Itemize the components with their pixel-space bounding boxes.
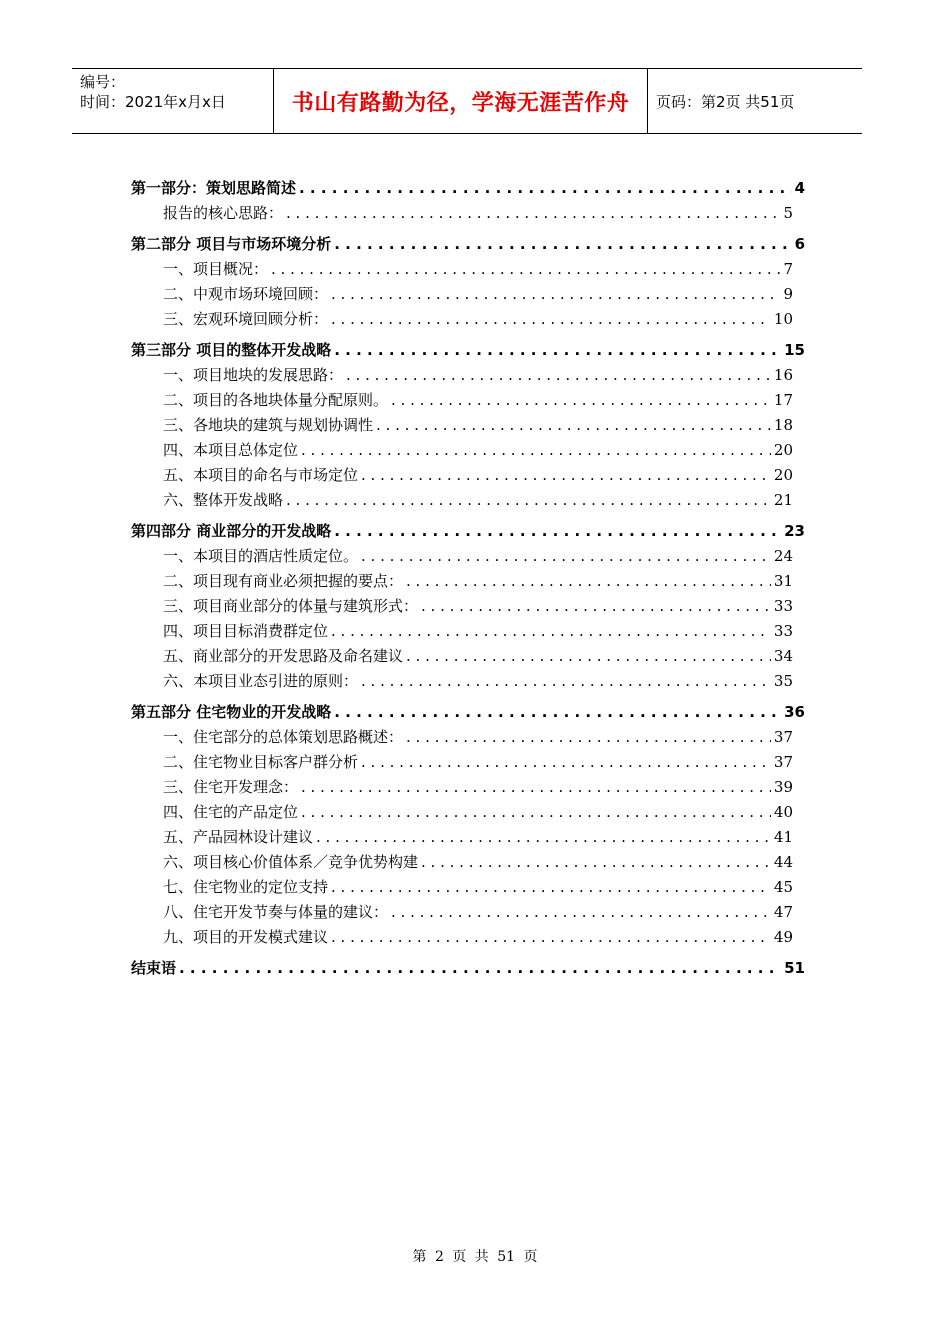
- toc-entry-title: 二、中观市场环境回顾：: [163, 285, 329, 303]
- toc-leader-dots: [361, 544, 771, 569]
- toc-entry-page: 17: [773, 391, 793, 409]
- toc-subsection-entry[interactable]: [131, 201, 793, 226]
- toc-entry-title: 五、本项目的命名与市场定位: [163, 466, 359, 484]
- document-time-label: 时间：2021年x月x日: [80, 93, 226, 111]
- toc-leader-dots: [331, 282, 780, 307]
- toc-subsection-entry[interactable]: [131, 463, 793, 488]
- toc-subsection-entry[interactable]: [131, 438, 793, 463]
- toc-entry-page: 9: [783, 285, 793, 303]
- toc-entry-page: 6: [794, 235, 805, 253]
- toc-entry-page: 41: [773, 828, 793, 846]
- toc-entry-title: 六、本项目业态引进的原则：: [163, 672, 359, 690]
- toc-leader-dots: [421, 594, 771, 619]
- page-header: [72, 68, 862, 134]
- toc-entry-title: 第三部分 项目的整体开发战略: [131, 341, 332, 359]
- toc-entry-page: 34: [773, 647, 793, 665]
- toc-entry-page: 40: [773, 803, 793, 821]
- toc-entry-page: 16: [773, 366, 793, 384]
- toc-subsection-entry[interactable]: [131, 644, 793, 669]
- toc-entry-page: 33: [773, 622, 793, 640]
- header-page-number: 页码：第2页 共51页: [656, 92, 795, 111]
- toc-entry-title: 第五部分 住宅物业的开发战略: [131, 703, 332, 721]
- toc-leader-dots: [301, 775, 771, 800]
- toc-entry-page: 7: [783, 260, 793, 278]
- toc-leader-dots: [271, 257, 780, 282]
- toc-entry-page: 51: [784, 959, 805, 977]
- toc-subsection-entry[interactable]: [131, 850, 793, 875]
- toc-entry-title: 一、项目地块的发展思路：: [163, 366, 344, 384]
- toc-leader-dots: [421, 850, 771, 875]
- toc-entry-title: 二、住宅物业目标客户群分析: [163, 753, 359, 771]
- header-meta: [72, 69, 274, 133]
- toc-leader-dots: [286, 201, 780, 226]
- toc-subsection-entry[interactable]: [131, 900, 793, 925]
- toc-entry-title: 五、产品园林设计建议: [163, 828, 314, 846]
- toc-leader-dots: [334, 232, 791, 257]
- toc-entry-title: 四、住宅的产品定位: [163, 803, 299, 821]
- toc-section-entry[interactable]: [131, 176, 805, 201]
- toc-leader-dots: [406, 725, 771, 750]
- toc-entry-page: 37: [773, 753, 793, 771]
- toc-section-entry[interactable]: [131, 519, 805, 544]
- toc-subsection-entry[interactable]: [131, 750, 793, 775]
- toc-entry-title: 结束语: [131, 959, 177, 977]
- toc-leader-dots: [334, 338, 781, 363]
- toc-entry-page: 47: [773, 903, 793, 921]
- toc-leader-dots: [391, 388, 771, 413]
- toc-entry-page: 23: [784, 522, 805, 540]
- toc-leader-dots: [301, 800, 771, 825]
- toc-entry-page: 21: [773, 491, 793, 509]
- toc-leader-dots: [179, 956, 781, 981]
- toc-entry-page: 5: [783, 204, 793, 222]
- toc-subsection-entry[interactable]: [131, 725, 793, 750]
- toc-entry-page: 35: [773, 672, 793, 690]
- toc-leader-dots: [361, 463, 771, 488]
- toc-entry-page: 20: [773, 466, 793, 484]
- toc-entry-page: 36: [784, 703, 805, 721]
- toc-subsection-entry[interactable]: [131, 825, 793, 850]
- toc-leader-dots: [406, 644, 771, 669]
- toc-entry-page: 31: [773, 572, 793, 590]
- toc-entry-title: 九、项目的开发模式建议: [163, 928, 329, 946]
- toc-entry-page: 15: [784, 341, 805, 359]
- toc-entry-title: 第一部分：策划思路简述: [131, 179, 297, 197]
- toc-subsection-entry[interactable]: [131, 388, 793, 413]
- header-motto: 书山有路勤为径，学海无涯苦作舟: [274, 69, 648, 133]
- toc-leader-dots: [334, 519, 781, 544]
- toc-subsection-entry[interactable]: [131, 925, 793, 950]
- toc-subsection-entry[interactable]: [131, 775, 793, 800]
- toc-leader-dots: [331, 875, 771, 900]
- toc-entry-title: 八、住宅开发节奏与体量的建议：: [163, 903, 389, 921]
- toc-leader-dots: [331, 925, 771, 950]
- toc-entry-title: 二、项目的各地块体量分配原则。: [163, 391, 389, 409]
- toc-leader-dots: [391, 900, 771, 925]
- toc-leader-dots: [299, 176, 792, 201]
- toc-section-entry[interactable]: [131, 700, 805, 725]
- toc-subsection-entry[interactable]: [131, 875, 793, 900]
- table-of-contents: [131, 170, 805, 981]
- toc-section-entry[interactable]: [131, 956, 805, 981]
- toc-entry-title: 一、项目概况：: [163, 260, 269, 278]
- toc-subsection-entry[interactable]: [131, 619, 793, 644]
- toc-subsection-entry[interactable]: [131, 307, 793, 332]
- toc-section-entry[interactable]: [131, 232, 805, 257]
- toc-entry-title: 四、本项目总体定位: [163, 441, 299, 459]
- toc-leader-dots: [361, 750, 771, 775]
- page-footer: 第 2 页 共 51 页: [412, 1249, 538, 1265]
- toc-entry-title: 四、项目目标消费群定位: [163, 622, 329, 640]
- toc-entry-page: 49: [773, 928, 793, 946]
- toc-entry-title: 报告的核心思路：: [163, 204, 284, 222]
- toc-entry-title: 一、本项目的酒店性质定位。: [163, 547, 359, 565]
- toc-entry-page: 4: [794, 179, 805, 197]
- toc-entry-page: 24: [773, 547, 793, 565]
- toc-leader-dots: [301, 438, 771, 463]
- toc-subsection-entry[interactable]: [131, 800, 793, 825]
- toc-subsection-entry[interactable]: [131, 363, 793, 388]
- toc-entry-page: 44: [773, 853, 793, 871]
- toc-leader-dots: [334, 700, 781, 725]
- toc-entry-page: 10: [773, 310, 793, 328]
- toc-entry-page: 45: [773, 878, 793, 896]
- toc-subsection-entry[interactable]: [131, 488, 793, 513]
- document-number-label: 编号：: [80, 73, 126, 91]
- toc-entry-title: 三、项目商业部分的体量与建筑形式：: [163, 597, 419, 615]
- toc-leader-dots: [331, 619, 771, 644]
- toc-subsection-entry[interactable]: [131, 544, 793, 569]
- toc-entry-title: 六、整体开发战略: [163, 491, 284, 509]
- toc-leader-dots: [406, 569, 771, 594]
- toc-entry-page: 33: [773, 597, 793, 615]
- toc-subsection-entry[interactable]: [131, 569, 793, 594]
- toc-leader-dots: [346, 363, 771, 388]
- toc-entry-title: 六、项目核心价值体系／竞争优势构建: [163, 853, 419, 871]
- toc-entry-page: 37: [773, 728, 793, 746]
- toc-subsection-entry[interactable]: [131, 257, 793, 282]
- toc-subsection-entry[interactable]: [131, 669, 793, 694]
- toc-subsection-entry[interactable]: [131, 413, 793, 438]
- toc-entry-title: 第二部分 项目与市场环境分析: [131, 235, 332, 253]
- toc-subsection-entry[interactable]: [131, 594, 793, 619]
- toc-entry-title: 三、各地块的建筑与规划协调性: [163, 416, 374, 434]
- toc-entry-title: 三、宏观环境回顾分析：: [163, 310, 329, 328]
- toc-leader-dots: [331, 307, 771, 332]
- toc-entry-page: 18: [773, 416, 793, 434]
- toc-section-entry[interactable]: [131, 338, 805, 363]
- toc-entry-title: 第四部分 商业部分的开发战略: [131, 522, 332, 540]
- toc-leader-dots: [286, 488, 771, 513]
- toc-entry-page: 20: [773, 441, 793, 459]
- toc-leader-dots: [361, 669, 771, 694]
- toc-leader-dots: [316, 825, 771, 850]
- toc-entry-page: 39: [773, 778, 793, 796]
- toc-entry-title: 一、住宅部分的总体策划思路概述：: [163, 728, 404, 746]
- toc-entry-title: 七、住宅物业的定位支持: [163, 878, 329, 896]
- toc-leader-dots: [376, 413, 771, 438]
- toc-entry-title: 三、住宅开发理念：: [163, 778, 299, 796]
- toc-entry-title: 二、项目现有商业必须把握的要点：: [163, 572, 404, 590]
- toc-entry-title: 五、商业部分的开发思路及命名建议: [163, 647, 404, 665]
- toc-subsection-entry[interactable]: [131, 282, 793, 307]
